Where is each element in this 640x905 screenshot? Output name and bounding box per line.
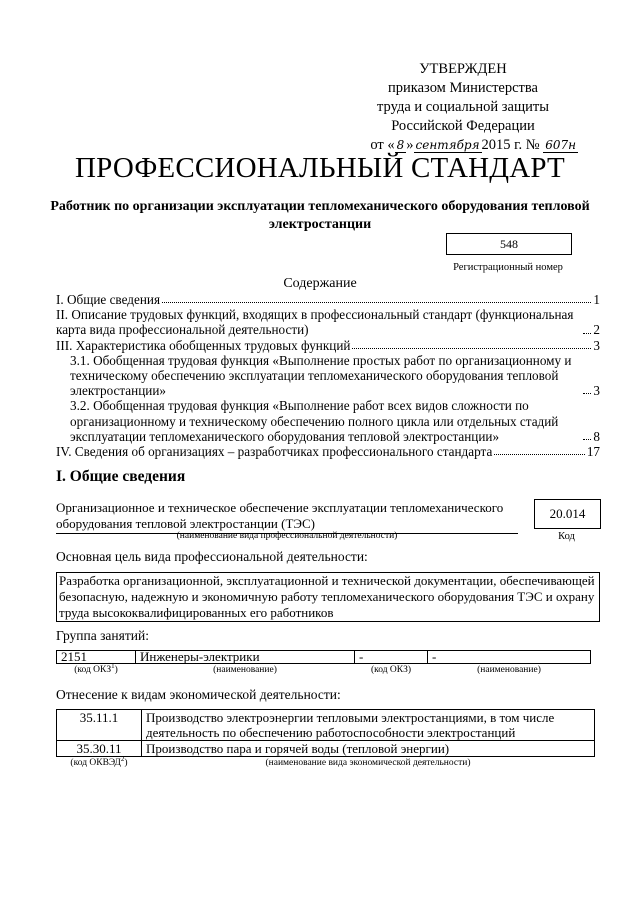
okz-name-cell: Инженеры-электрики xyxy=(136,651,355,664)
approval-line: Российской Федерации xyxy=(391,118,535,134)
activity-code-caption: Код xyxy=(558,531,575,542)
activity-name: Организационное и техническое обеспечение эксплуатации тепломеханического оборудования тепловой электростанции (ТЭС) xyxy=(56,500,518,534)
okved-name-cell: Производство пара и горячей воды (тепловой энергии) xyxy=(142,741,595,757)
caption-row xyxy=(57,757,595,770)
caption: (наименование) xyxy=(213,665,277,675)
approval-line: приказом Министерства xyxy=(388,80,538,96)
occupation-group-table xyxy=(56,650,591,676)
leader-dots xyxy=(352,348,591,349)
goal-text-box: Разработка организационной, эксплуатационной и технической документации, обеспечивающей безопасную, надежную и экономичную работу тепломеханического оборудования ТЭС и охрану труда высококвалифицированных его работников xyxy=(56,572,600,622)
standard-name: Работник по организации эксплуатации тепломеханического оборудования тепловой электростанции xyxy=(50,199,590,232)
okz-code-cell: - xyxy=(355,651,428,664)
okz-code-cell: 2151 xyxy=(57,651,136,664)
caption: (наименование вида экономической деятельности) xyxy=(265,758,471,768)
activity-caption: (наименование вида профессиональной деятельности) xyxy=(176,531,398,541)
handwritten-day: 8 xyxy=(396,138,405,152)
toc-item[interactable]: 3.1. Обобщенная трудовая функция «Выполнение простых работ по организационному и техническому обеспечению эксплуатации тепломеханического оборудования тепловой электростанции» 3 xyxy=(70,352,600,399)
leader-dots xyxy=(583,333,591,334)
caption: (код ОКВЭД$^2$) xyxy=(70,754,128,768)
okved-code-cell: 35.11.1 xyxy=(57,710,142,741)
handwritten-month: сентября xyxy=(415,138,480,152)
toc-page: 1 xyxy=(593,292,600,307)
toc-item[interactable]: III. Характеристика обобщенных трудовых функций 3 xyxy=(56,337,600,353)
toc-page: 8 xyxy=(593,428,600,444)
registration-number-caption: Регистрационный номер xyxy=(453,262,563,273)
toc-item[interactable]: I. Общие сведения 1 xyxy=(56,292,600,307)
handwritten-order-number: 607н xyxy=(545,138,576,152)
okved-table xyxy=(56,709,595,769)
leader-dots xyxy=(583,393,591,394)
document-title: ПРОФЕССИОНАЛЬНЫЙ СТАНДАРТ xyxy=(75,152,565,184)
table-row xyxy=(57,710,595,741)
toc-item[interactable]: II. Описание трудовых функций, входящих в профессиональный стандарт (функциональная карта вида профессиональной деятельности) 2 xyxy=(56,307,600,338)
table-row xyxy=(57,651,591,664)
toc-page: 3 xyxy=(593,383,600,399)
leader-dots xyxy=(162,302,591,303)
approval-block xyxy=(348,60,578,155)
leader-dots xyxy=(583,439,591,440)
table-row xyxy=(57,741,595,757)
toc-page: 2 xyxy=(593,322,600,338)
toc-title: Содержание xyxy=(283,276,357,291)
approval-date: от « 8 » сентября 2015 г. № 607н xyxy=(370,137,576,153)
approval-line: труда и социальной защиты xyxy=(377,99,549,115)
toc-item[interactable]: 3.2. Обобщенная трудовая функция «Выполнение работ всех видов сложности по организационному и техническому обеспечению полного цикла или отдельных стадий эксплуатации тепломеханического оборудования тепловой электростанции» 8 xyxy=(70,398,600,444)
activity-code-box: 20.014 xyxy=(534,499,601,529)
okved-code-cell: 35.30.11 xyxy=(57,741,142,757)
occupation-group-label: Группа занятий: xyxy=(56,628,149,643)
okz-name-cell: - xyxy=(428,651,591,664)
caption: (наименование) xyxy=(477,665,541,675)
table-of-contents xyxy=(56,292,600,459)
section-heading: I. Общие сведения xyxy=(56,468,186,485)
goal-label: Основная цель вида профессиональной деятельности: xyxy=(56,549,368,564)
okved-label: Отнесение к видам экономической деятельности: xyxy=(56,687,341,702)
caption-row xyxy=(57,664,591,677)
okved-name-cell: Производство электроэнергии тепловыми электростанциями, в том числе деятельность по обеспечению работоспособности электростанций xyxy=(142,710,595,741)
leader-dots xyxy=(494,454,584,455)
caption: (код ОКЗ) xyxy=(370,665,412,675)
caption: (код ОКЗ$^1$) xyxy=(74,661,118,675)
registration-number-box: 548 xyxy=(446,233,572,255)
toc-page: 3 xyxy=(593,337,600,353)
toc-item[interactable]: IV. Сведения об организациях – разработчиках профессионального стандарта 17 xyxy=(56,444,600,460)
approval-line: УТВЕРЖДЕН xyxy=(419,61,507,77)
toc-page: 17 xyxy=(586,444,600,460)
